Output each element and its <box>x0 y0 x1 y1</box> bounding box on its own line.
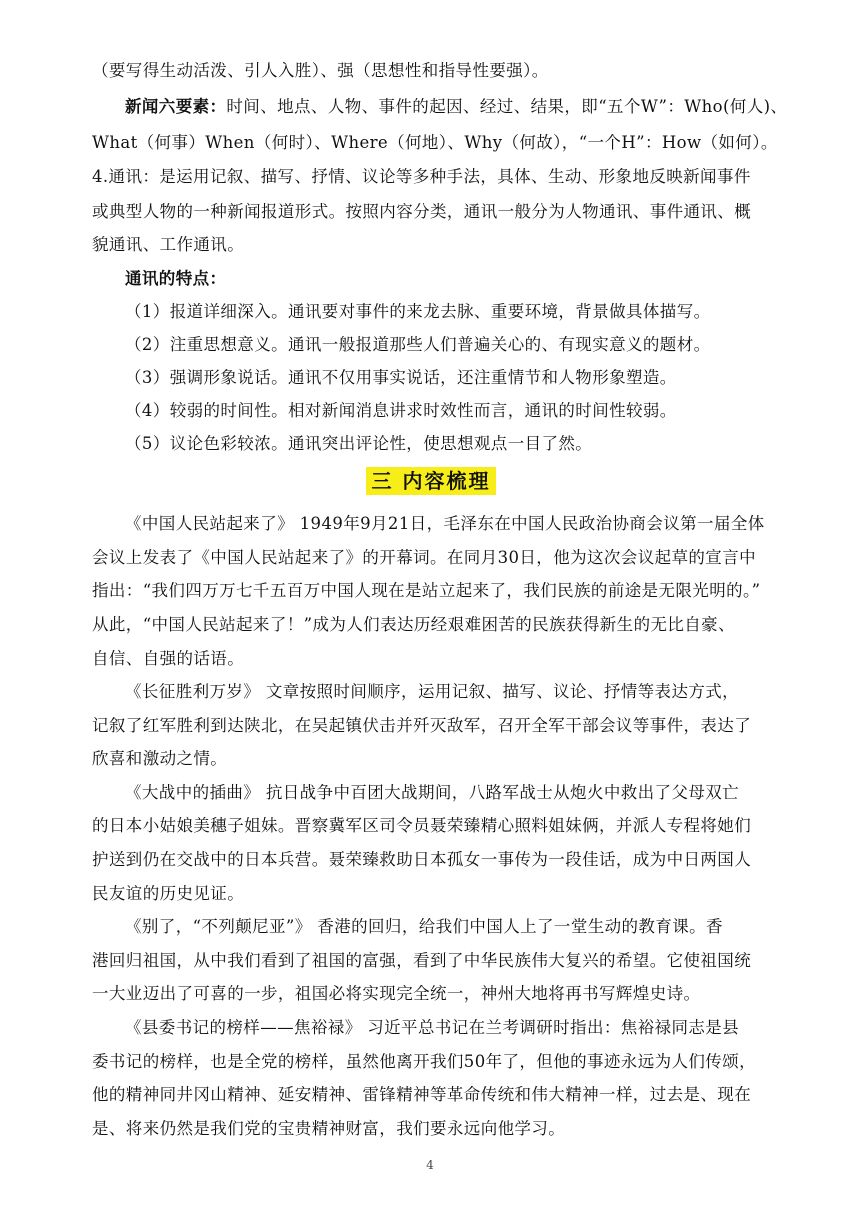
paragraph-line: 委书记的榜样，也是全党的榜样，虽然他离开我们50年了，但他的事迹永远为人们传颂， <box>92 1052 756 1071</box>
paragraph-line: 《长征胜利万岁》 文章按照时间顺序，运用记叙、描写、议论、抒情等表达方式， <box>125 682 740 701</box>
feature-item: （5）议论色彩较浓。通讯突出评论性，使思想观点一目了然。 <box>125 434 593 453</box>
intro-line: （要写得生动活泼、引人入胜）、强（思想性和指导性要强）。 <box>92 61 549 80</box>
paragraph-line: 《县委书记的榜样——焦裕禄》 习近平总书记在兰考调研时指出：焦裕禄同志是县 <box>125 1018 740 1037</box>
paragraph-line: 护送到仍在交战中的日本兵营。聂荣臻救助日本孤女一事传为一段佳话，成为中日两国人 <box>92 850 752 869</box>
paragraph-line: 指出：“我们四万万七千五百万中国人现在是站立起来了，我们民族的前途是无限光明的。” <box>92 581 761 600</box>
section-heading: 三 内容梳理 <box>366 467 496 495</box>
paragraph-line: 《别了，“不列颠尼亚”》 香港的回归，给我们中国人上了一堂生动的教育课。香 <box>125 917 723 936</box>
feature-item: （1）报道详细深入。通讯要对事件的来龙去脉、重要环境，背景做具体描写。 <box>125 302 711 321</box>
tongxun-line-2: 或典型人物的一种新闻报道形式。按照内容分类，通讯一般分为人物通讯、事件通讯、概 <box>92 202 752 221</box>
tongxun-line-3: 貌通讯、工作通讯。 <box>92 235 245 254</box>
paragraph-line: 《中国人民站起来了》 1949年9月21日，毛泽东在中国人民政治协商会议第一届全体 <box>125 514 765 533</box>
paragraph-line: 的日本小姑娘美穗子姐妹。晋察冀军区司令员聂荣臻精心照料姐妹俩，并派人专程将她们 <box>92 816 752 835</box>
paragraph-line: 从此，“中国人民站起来了！”成为人们表达历经艰难困苦的民族获得新生的无比自豪、 <box>92 615 735 634</box>
paragraph-line: 港回归祖国，从中我们看到了祖国的富强，看到了中华民族伟大复兴的希望。它使祖国统 <box>92 951 752 970</box>
feature-item: （3）强调形象说话。通讯不仅用事实说话，还注重情节和人物形象塑造。 <box>125 368 677 387</box>
tongxun-line-1: 4.通讯：是运用记叙、描写、抒情、议论等多种手法，具体、生动、形象地反映新闻事件 <box>92 167 751 186</box>
paragraph-line: 会议上发表了《中国人民站起来了》的开幕词。在同月30日，他为这次会议起草的宣言中 <box>92 548 756 567</box>
paragraph-line: 记叙了红军胜利到达陕北，在吴起镇伏击并歼灭敌军，召开全军干部会议等事件，表达了 <box>92 716 752 735</box>
six-elements-text: 时间、地点、人物、事件的起因、经过、结果，即“五个W”：Who(何人)、 <box>226 97 788 116</box>
paragraph-line: 民友谊的历史见证。 <box>92 884 245 903</box>
feature-item: （4）较弱的时间性。相对新闻消息讲求时效性而言，通讯的时间性较弱。 <box>125 401 677 420</box>
six-elements-label: 新闻六要素： <box>125 97 227 116</box>
six-elements-line-1 <box>125 96 815 118</box>
paragraph-line: 自信、自强的话语。 <box>92 649 245 668</box>
paragraph-line: 一大业迈出了可喜的一步，祖国必将实现完全统一，神州大地将再书写辉煌史诗。 <box>92 984 701 1003</box>
paragraph-line: 是、将来仍然是我们党的宝贵精神财富，我们要永远向他学习。 <box>92 1119 566 1138</box>
feature-item: （2）注重思想意义。通讯一般报道那些人们普遍关心的、有现实意义的题材。 <box>125 335 711 354</box>
paragraph-line: 《大战中的插曲》 抗日战争中百团大战期间，八路军战士从炮火中救出了父母双亡 <box>125 783 740 802</box>
features-label: 通讯的特点： <box>125 269 227 288</box>
page-number: 4 <box>426 1158 434 1172</box>
paragraph-line: 他的精神同井冈山精神、延安精神、雷锋精神等革命传统和伟大精神一样，过去是、现在 <box>92 1085 752 1104</box>
six-elements-line-2: What（何事）When（何时）、Where（何地）、Why（何故），“一个H”：How（如何）。 <box>92 133 778 152</box>
paragraph-line: 欣喜和激动之情。 <box>92 749 228 768</box>
